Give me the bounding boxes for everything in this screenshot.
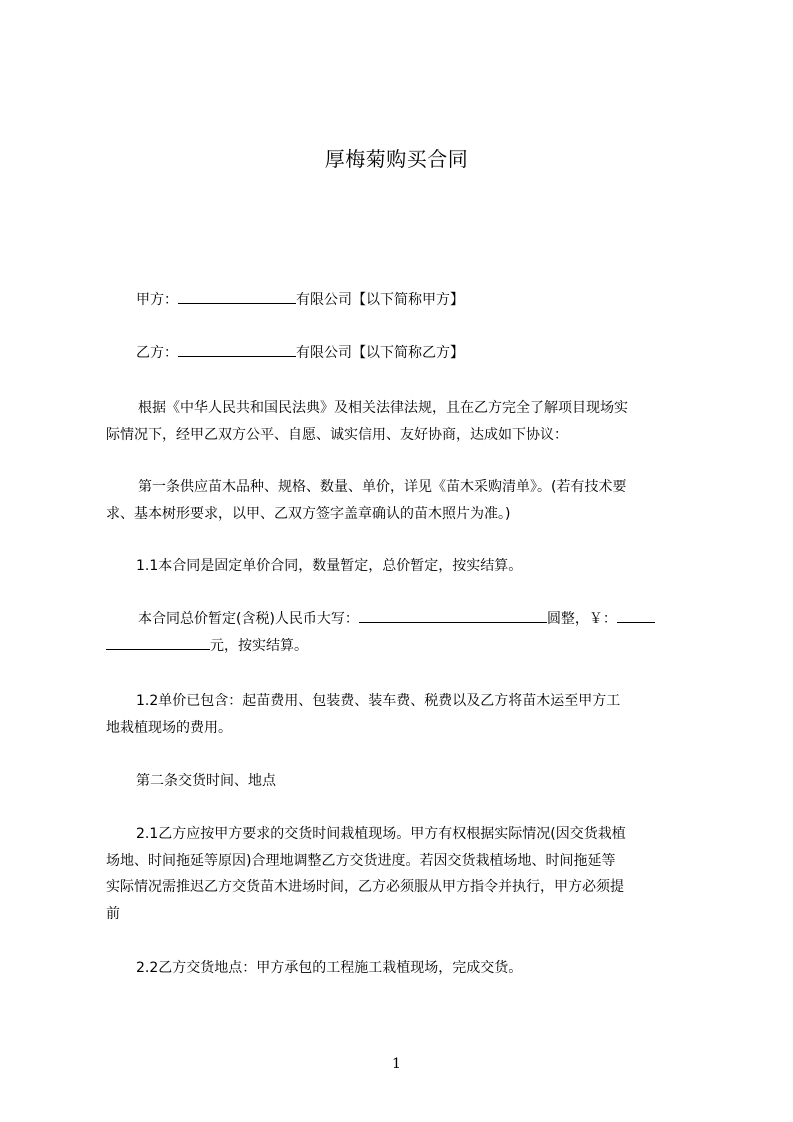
party-a-blank [178, 287, 296, 304]
article-2-heading: 第二条交货时间、地点 [136, 773, 276, 789]
party-a-label: 甲方： [136, 292, 178, 308]
total-price-amount-blank-2 [106, 633, 210, 650]
article-1-line-2: 求、基本树形要求，以甲、乙双方签字盖章确认的苗木照片为准。) [106, 506, 511, 522]
clause-2-1-line-1: 2.1乙方应按甲方要求的交货时间栽植现场。甲方有权根据实际情况(因交货栽植 [136, 826, 626, 842]
page-title: 厚梅菊购买合同 [324, 147, 469, 171]
total-price-suffix: 元，按实结算。 [210, 638, 308, 654]
article-1-line-1: 第一条供应苗木品种、规格、数量、单价，详见《苗木采购清单》。(若有技术要 [138, 479, 627, 495]
party-b-suffix: 有限公司【以下简称乙方】 [296, 345, 464, 361]
total-price-prefix: 本合同总价暂定(含税)人民币大写： [138, 611, 359, 627]
preamble-line-1: 根据《中华人民共和国民法典》及相关法律法规，且在乙方完全了解项目现场实 [138, 400, 628, 416]
clause-1-2-line-2: 地栽植现场的费用。 [106, 720, 232, 736]
party-a-line [136, 287, 464, 314]
clause-2-1-line-4: 前 [106, 906, 120, 922]
preamble-line-2: 际情况下，经甲乙双方公平、自愿、诚实信用、友好协商，达成如下协议： [106, 427, 568, 443]
party-b-blank [178, 340, 296, 357]
page-number: 1 [392, 1056, 401, 1072]
clause-2-1-line-3: 实际情况需推迟乙方交货苗木进场时间，乙方必须服从甲方指令并执行，甲方必须提 [106, 879, 624, 895]
clause-1-1: 1.1本合同是固定单价合同，数量暂定，总价暂定，按实结算。 [136, 558, 523, 574]
party-b-line [136, 340, 464, 367]
party-a-suffix: 有限公司【以下简称甲方】 [296, 292, 464, 308]
party-b-label: 乙方： [136, 345, 178, 361]
total-price-line-2 [106, 633, 308, 660]
clause-2-2: 2.2乙方交货地点：甲方承包的工程施工栽植现场，完成交货。 [136, 960, 523, 976]
total-price-amount-blank-1 [617, 606, 655, 623]
total-price-line [138, 606, 655, 633]
clause-1-2-line-1: 1.2单价已包含：起苗费用、包装费、装车费、税费以及乙方将苗木运至甲方工 [136, 693, 621, 709]
clause-2-1-line-2: 场地、时间拖延等原因)合理地调整乙方交货进度。若因交货栽植场地、时间拖延等 [106, 853, 616, 869]
total-price-words-blank [359, 606, 547, 623]
total-price-mid: 圆整，￥： [546, 611, 617, 627]
